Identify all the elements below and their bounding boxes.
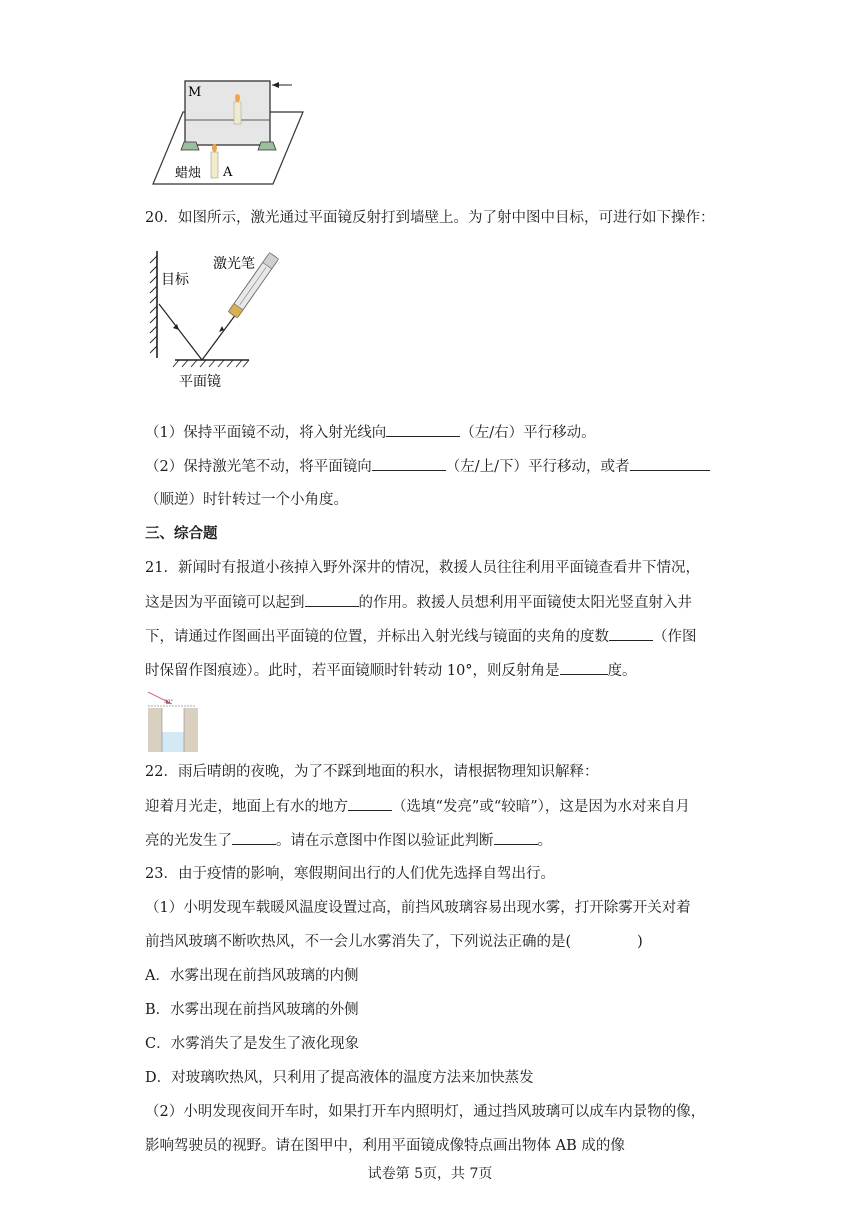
answer-blank[interactable]	[372, 456, 446, 471]
q22-line2: 迎着月光走，地面上有水的地方 （选填“发亮”或“较暗”），这是因为水对来自月	[145, 796, 690, 817]
q23-part2-line2: 影响驾驶员的视野。请在图甲中，利用平面镜成像特点画出物体 AB 成的像	[145, 1138, 625, 1154]
q23-part1-line1: （1）小明发现车载暖风温度设置过高，前挡风玻璃容易出现水雾，打开除雾开关对着	[145, 900, 691, 916]
option-b: B．水雾出现在前挡风玻璃的外侧	[145, 1002, 359, 1018]
q20-stem: 20．如图所示，激光通过平面镜反射打到墙壁上。为了射中图中目标，可进行如下操作：	[145, 210, 715, 226]
answer-blank[interactable]	[386, 422, 460, 437]
answer-blank[interactable]	[494, 830, 538, 845]
answer-blank[interactable]	[630, 456, 710, 471]
label-laser-pen: 激光笔	[213, 256, 255, 272]
answer-blank[interactable]	[348, 796, 392, 811]
q23-part1-line2: 前挡风玻璃不断吹热风，不一会儿水雾消失了，下列说法正确的是( )	[145, 934, 643, 950]
q23-part2-line1: （2）小明发现夜间开车时，如果打开车内照明灯，通过挡风玻璃可以成车内景物的像，	[145, 1104, 706, 1120]
option-a: A．水雾出现在前挡风玻璃的内侧	[145, 968, 359, 984]
q22-line1: 22．雨后晴朗的夜晚，为了不踩到地面的积水，请根据物理知识解释：	[145, 764, 599, 780]
q21-line3: 下，请通过作图画出平面镜的位置，并标出入射光线与镜面的夹角的度数 （作图	[145, 626, 697, 647]
answer-blank[interactable]	[305, 592, 359, 607]
label-mirror: 平面镜	[179, 374, 221, 390]
q21-line4: 时保留作图痕迹）。此时，若平面镜顺时针转动 10°，则反射角是 度。	[145, 660, 637, 681]
label-candle: 蜡烛	[175, 166, 202, 181]
answer-blank[interactable]	[609, 626, 653, 641]
candle-mirror-figure	[148, 76, 308, 188]
option-d: D．对玻璃吹热风，只利用了提高液体的温度方法来加快蒸发	[145, 1070, 534, 1086]
label-a: A	[223, 165, 233, 180]
label-target: 目标	[161, 272, 189, 288]
q20-part2-cont: （顺逆）时针转过一个小角度。	[145, 492, 348, 508]
q23-line1: 23．由于疫情的影响，寒假期间出行的人们优先选择自驾出行。	[145, 866, 555, 882]
q21-line1: 21．新闻时有报道小孩掉入野外深井的情况，救援人员往往利用平面镜查看井下情况，	[145, 560, 700, 576]
answer-blank[interactable]	[232, 830, 276, 845]
laser-mirror-figure	[145, 246, 285, 394]
well-figure	[146, 690, 200, 752]
section-heading: 三、综合题	[145, 525, 218, 542]
answer-blank[interactable]	[560, 660, 608, 675]
q21-line2: 这是因为平面镜可以起到 的作用。救援人员想利用平面镜使太阳光竖直射入井	[145, 592, 692, 613]
q20-part1: （1）保持平面镜不动，将入射光线向 （左/右）平行移动。	[145, 422, 596, 443]
angle-label: 30°	[164, 699, 173, 705]
q22-line3: 亮的光发生了 。请在示意图中作图以验证此判断 。	[145, 830, 552, 851]
option-c: C．水雾消失了是发生了液化现象	[145, 1036, 360, 1052]
label-m: M	[188, 85, 202, 100]
page-footer: 试卷第 5页，共 7页	[367, 1166, 493, 1182]
q20-part2: （2）保持激光笔不动，将平面镜向 （左/上/下）平行移动，或者	[145, 456, 710, 477]
